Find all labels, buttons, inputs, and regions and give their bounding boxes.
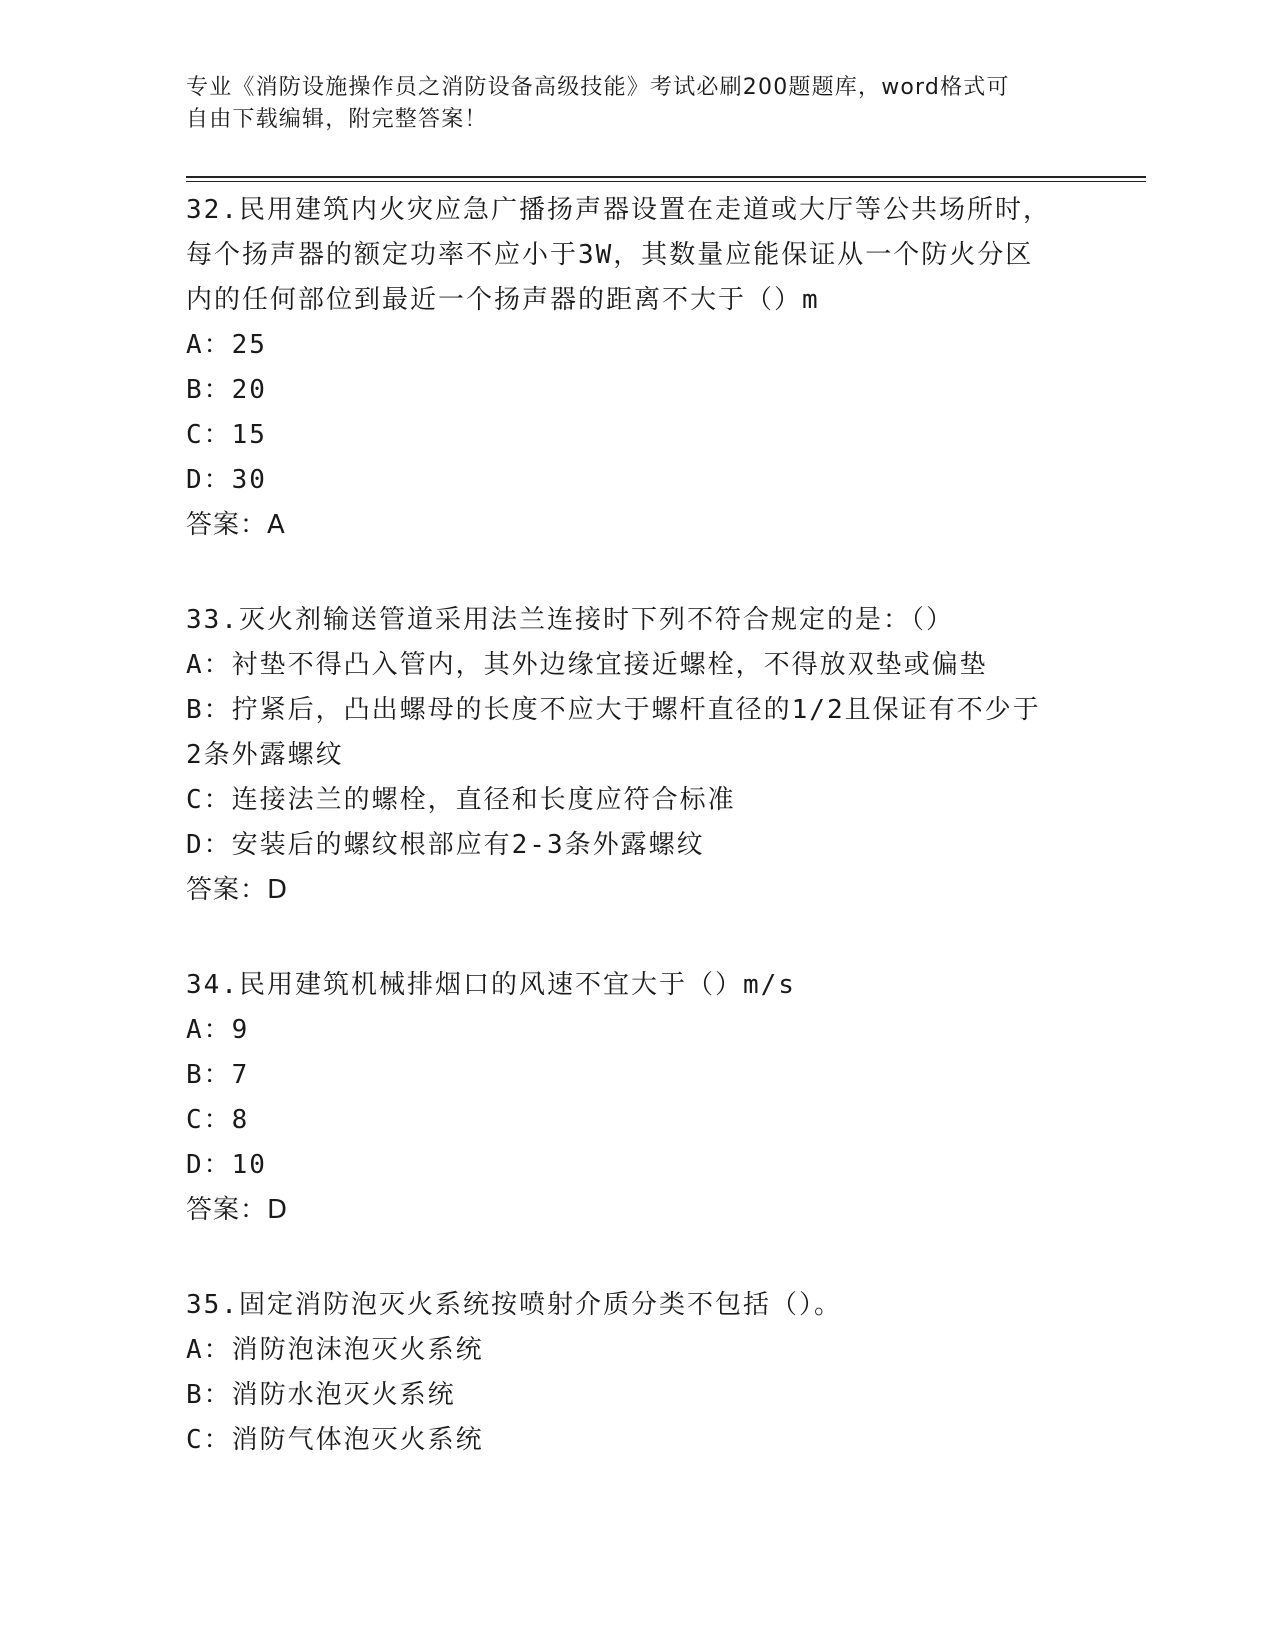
header-line-1: 专业《消防设施操作员之消防设备高级技能》考试必刷200题题库，word格式可 [186, 75, 1010, 100]
option-c: C：15 [186, 420, 267, 450]
question-stem-line: 35.固定消防泡灭火系统按喷射介质分类不包括（）。 [186, 1290, 842, 1320]
option-b: B：拧紧后，凸出螺母的长度不应大于螺杆直径的1/2且保证有不少于 [186, 695, 1041, 725]
option-b: B：消防水泡灭火系统 [186, 1380, 456, 1410]
document-header [186, 72, 1066, 136]
header-divider-thick [186, 176, 1146, 178]
header-divider-thin [186, 181, 1146, 182]
option-d: D：安装后的螺纹根部应有2-3条外露螺纹 [186, 830, 705, 860]
question-35 [186, 1283, 1086, 1463]
question-34 [186, 963, 1086, 1233]
option-b-continued: 2条外露螺纹 [186, 740, 344, 770]
answer-line: 答案：D [186, 1195, 289, 1225]
question-stem-line: 34.民用建筑机械排烟口的风速不宜大于（）m/s [186, 970, 796, 1000]
question-33 [186, 598, 1086, 913]
question-stem-line: 32.民用建筑内火灾应急广播扬声器设置在走道或大厅等公共场所时， [186, 195, 1051, 225]
option-c: C：连接法兰的螺栓，直径和长度应符合标准 [186, 785, 736, 815]
option-a: A：消防泡沫泡灭火系统 [186, 1335, 484, 1365]
question-stem-line: 内的任何部位到最近一个扬声器的距离不大于（）m [186, 285, 820, 315]
option-c: C：消防气体泡灭火系统 [186, 1425, 484, 1455]
option-c: C：8 [186, 1105, 250, 1135]
option-b: B：20 [186, 375, 267, 405]
question-stem-line: 每个扬声器的额定功率不应小于3W，其数量应能保证从一个防火分区 [186, 240, 1034, 270]
option-d: D：10 [186, 1150, 267, 1180]
question-stem-line: 33.灭火剂输送管道采用法兰连接时下列不符合规定的是：（） [186, 605, 954, 635]
header-line-2: 自由下载编辑，附完整答案！ [186, 107, 488, 132]
question-32 [186, 188, 1086, 548]
answer-line: 答案：D [186, 875, 289, 905]
option-a: A：25 [186, 330, 267, 360]
option-a: A：9 [186, 1015, 250, 1045]
option-a: A：衬垫不得凸入管内，其外边缘宜接近螺栓，不得放双垫或偏垫 [186, 650, 988, 680]
option-d: D：30 [186, 465, 267, 495]
question-list [186, 188, 1086, 1513]
answer-line: 答案：A [186, 510, 286, 540]
option-b: B：7 [186, 1060, 250, 1090]
